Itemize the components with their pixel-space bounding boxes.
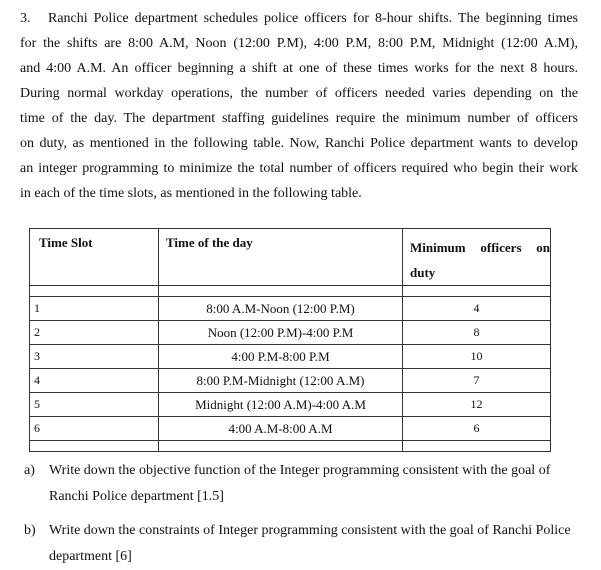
sub-question-a-text-2: Ranchi Police department [1.5] [49,489,224,504]
header-time-of-day: Time of the day [159,229,403,286]
table-spacer-row [30,441,551,452]
problem-line-6: on duty, as mentioned in the following table. Now, Ranchi Police department wants to develop [20,136,578,151]
table-row: 4 8:00 P.M-Midnight (12:00 A.M) 7 [30,369,551,393]
problem-line-2: for the shifts are 8:00 A.M, Noon (12:00 P.M), 4:00 P.M, 8:00 P.M, Midnight (12:00 A.M), [20,36,578,51]
problem-line-7: an integer programming to minimize the total number of officers required who begin their work [20,161,578,176]
table-row: 1 8:00 A.M-Noon (12:00 P.M) 4 [30,297,551,321]
shift-requirements-table [29,228,551,452]
table-row: 5 Midnight (12:00 A.M)-4:00 A.M 12 [30,393,551,417]
problem-line-1: 3. Ranchi Police department schedules police officers for 8-hour shifts. The beginning times [20,6,578,31]
sub-question-b-label: b) [24,523,36,538]
sub-question-b-text-2: department [6] [49,549,132,564]
table-spacer-row [30,286,551,297]
header-time-slot: Time Slot [30,229,159,286]
sub-question-b-text-1: Write down the constraints of Integer programming consistent with the goal of Ranchi Police [49,523,571,538]
problem-line-3: and 4:00 A.M. An officer beginning a shift at one of these times works for the next 8 hours. [20,61,578,76]
table-row: 3 4:00 P.M-8:00 P.M 10 [30,345,551,369]
sub-question-b [24,518,601,570]
question-number: 3. [20,11,31,26]
table-row: 2 Noon (12:00 P.M)-4:00 P.M 8 [30,321,551,345]
problem-line-4: During normal workday operations, the number of officers needed varies depending on the [20,86,578,101]
problem-statement [20,6,578,206]
table-header-row [30,229,551,286]
problem-line-8: in each of the time slots, as mentioned in the following table. [20,186,362,201]
table-row: 6 4:00 A.M-8:00 A.M 6 [30,417,551,441]
problem-line-5: time of the day. The department staffing guidelines require the minimum number of officers [20,111,578,126]
sub-question-a [24,458,601,510]
header-minimum-officers: Minimum officers on duty [403,229,551,286]
sub-question-a-text-1: Write down the objective function of the Integer programming consistent with the goal of [49,463,551,478]
sub-question-a-label: a) [24,463,35,478]
